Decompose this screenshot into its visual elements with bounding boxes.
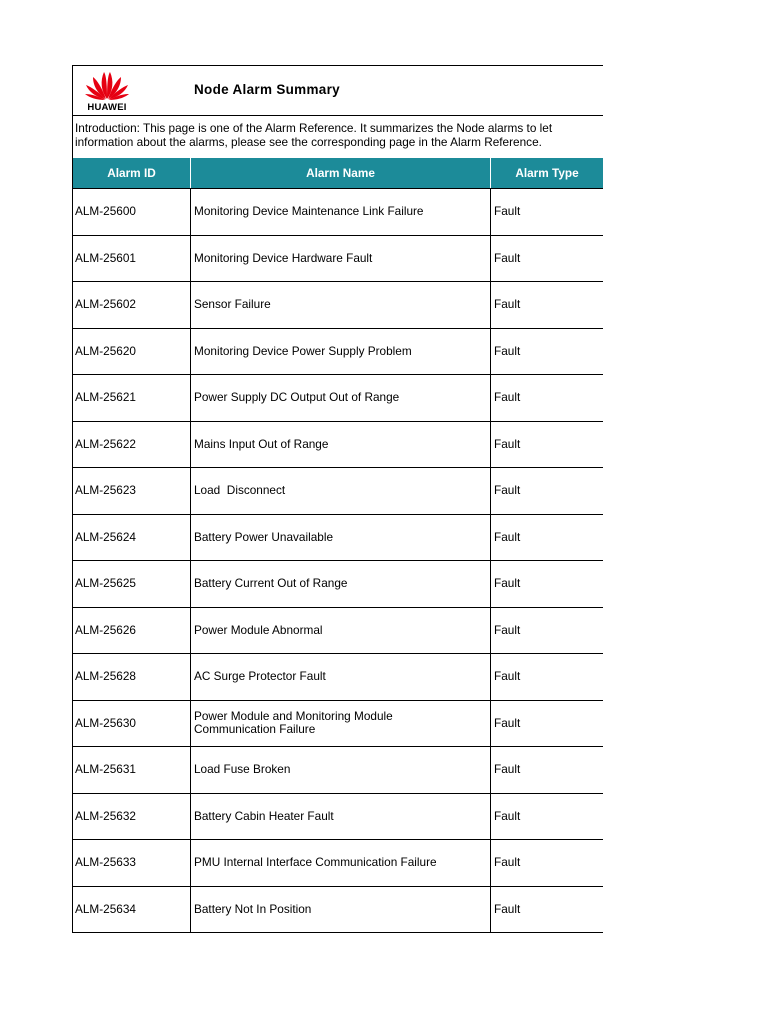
alarm-id-cell: ALM-25622 [73, 422, 191, 468]
alarm-name-cell: Power Module Abnormal [191, 608, 491, 654]
alarm-id-cell: ALM-25634 [73, 887, 191, 934]
alarm-id-cell: ALM-25633 [73, 840, 191, 886]
alarm-name-cell: Battery Not In Position [191, 887, 491, 934]
table-row [73, 701, 603, 748]
table-row [73, 794, 603, 841]
alarm-name-cell: Power Module and Monitoring Module Communication Failure [191, 701, 491, 747]
alarm-summary-sheet [72, 65, 603, 933]
alarm-name-cell: AC Surge Protector Fault [191, 654, 491, 700]
alarm-type-cell: Fault [491, 747, 603, 793]
table-row [73, 887, 603, 934]
alarm-type-cell: Fault [491, 561, 603, 607]
alarm-id-cell: ALM-25632 [73, 794, 191, 840]
table-header-row [73, 158, 603, 189]
table-row [73, 236, 603, 283]
alarm-type-cell: Fault [491, 375, 603, 421]
page-title: Node Alarm Summary [194, 82, 340, 97]
alarm-name-cell: Load Fuse Broken [191, 747, 491, 793]
table-row [73, 422, 603, 469]
alarm-id-cell: ALM-25630 [73, 701, 191, 747]
alarm-name-cell: Monitoring Device Hardware Fault [191, 236, 491, 282]
alarm-id-cell: ALM-25631 [73, 747, 191, 793]
column-header-alarm-id: Alarm ID [73, 158, 191, 188]
alarm-id-cell: ALM-25621 [73, 375, 191, 421]
alarm-type-cell: Fault [491, 608, 603, 654]
alarm-name-cell: Monitoring Device Maintenance Link Failure [191, 189, 491, 235]
huawei-logo [81, 69, 133, 115]
table-row [73, 282, 603, 329]
alarm-type-cell: Fault [491, 515, 603, 561]
table-row [73, 468, 603, 515]
table-row [73, 561, 603, 608]
alarm-id-cell: ALM-25623 [73, 468, 191, 514]
alarm-type-cell: Fault [491, 189, 603, 235]
table-row [73, 189, 603, 236]
alarm-name-cell: Battery Power Unavailable [191, 515, 491, 561]
alarm-id-cell: ALM-25601 [73, 236, 191, 282]
column-header-alarm-name: Alarm Name [191, 158, 491, 188]
table-row [73, 747, 603, 794]
alarm-name-cell: Mains Input Out of Range [191, 422, 491, 468]
alarm-type-cell: Fault [491, 282, 603, 328]
alarm-id-cell: ALM-25600 [73, 189, 191, 235]
alarm-type-cell: Fault [491, 840, 603, 886]
table-row [73, 515, 603, 562]
table-row [73, 608, 603, 655]
alarm-type-cell: Fault [491, 701, 603, 747]
alarm-name-cell: Power Supply DC Output Out of Range [191, 375, 491, 421]
alarm-type-cell: Fault [491, 468, 603, 514]
column-header-alarm-type: Alarm Type [491, 158, 603, 188]
table-row [73, 329, 603, 376]
alarm-type-cell: Fault [491, 794, 603, 840]
alarm-type-cell: Fault [491, 887, 603, 934]
alarm-id-cell: ALM-25626 [73, 608, 191, 654]
alarm-type-cell: Fault [491, 422, 603, 468]
alarm-id-cell: ALM-25625 [73, 561, 191, 607]
alarm-type-cell: Fault [491, 236, 603, 282]
alarm-name-cell: Load Disconnect [191, 468, 491, 514]
alarm-name-cell: Battery Current Out of Range [191, 561, 491, 607]
alarm-id-cell: ALM-25624 [73, 515, 191, 561]
alarm-type-cell: Fault [491, 329, 603, 375]
logo-wordmark: HUAWEI [87, 102, 127, 113]
table-row [73, 375, 603, 422]
alarm-id-cell: ALM-25602 [73, 282, 191, 328]
alarm-id-cell: ALM-25628 [73, 654, 191, 700]
alarm-table [73, 158, 603, 933]
alarm-name-cell: Monitoring Device Power Supply Problem [191, 329, 491, 375]
alarm-name-cell: Sensor Failure [191, 282, 491, 328]
page-header [73, 66, 603, 116]
table-row [73, 840, 603, 887]
introduction-text: Introduction: This page is one of the Alarm Reference. It summarizes the Node alarms to let information about the alarms, please see the corresponding page in the Alarm Reference. [75, 121, 553, 149]
table-row [73, 654, 603, 701]
alarm-id-cell: ALM-25620 [73, 329, 191, 375]
huawei-flower-icon [81, 69, 133, 101]
alarm-name-cell: Battery Cabin Heater Fault [191, 794, 491, 840]
alarm-name-cell: PMU Internal Interface Communication Failure [191, 840, 491, 886]
alarm-type-cell: Fault [491, 654, 603, 700]
